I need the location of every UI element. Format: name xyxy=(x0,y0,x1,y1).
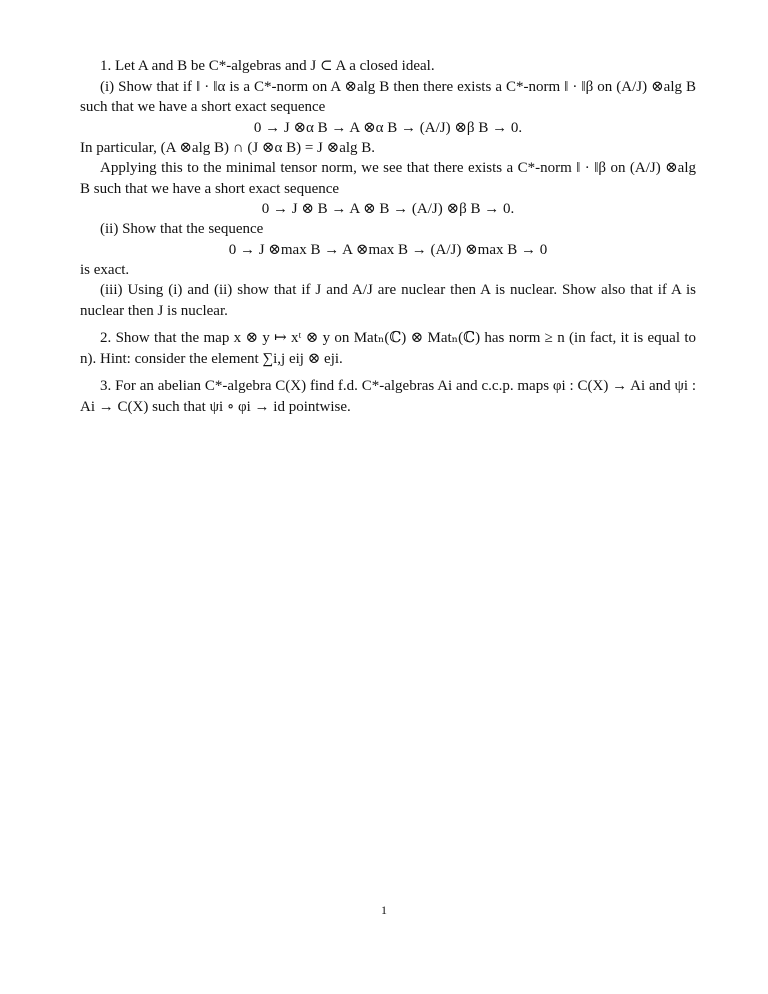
document-body xyxy=(80,56,696,417)
problem-1-part-iii: (iii) Using (i) and (ii) show that if J and A/J are nuclear then A is nuclear. Show also that if A is nuclear then J is nuclear. xyxy=(80,282,696,319)
problem-1-in-particular: In particular, (A ⊗alg B) ∩ (J ⊗α B) = J ⊗alg B. xyxy=(80,139,376,156)
problem-1-intro: 1. Let A and B be C*-algebras and J ⊂ A a closed ideal. xyxy=(100,58,435,74)
problem-1-part-ii: (ii) Show that the sequence xyxy=(100,221,264,237)
problem-1-applying: Applying this to the minimal tensor norm, we see that there exists a C*-norm ‖ · ‖β on (A/J) ⊗alg B such that we have a short exact sequence xyxy=(80,160,696,197)
problem-2: 2. Show that the map x ⊗ y ↦ xᵗ ⊗ y on Matₙ(ℂ) ⊗ Matₙ(ℂ) has norm ≥ n (in fact, it is equal to n). Hint: consider the element ∑i,j eij ⊗ eji. xyxy=(80,330,696,367)
exact-sequence-alpha: 0 → J ⊗α B → A ⊗α B → (A/J) ⊗β B → 0. xyxy=(253,119,523,136)
problem-1-part-i: (i) Show that if ‖ · ‖α is a C*-norm on A ⊗alg B then there exists a C*-norm ‖ · ‖β on (A/J) ⊗alg B such that we have a short exact sequence xyxy=(80,78,696,115)
exact-sequence-max: 0 → J ⊗max B → A ⊗max B → (A/J) ⊗max B → 0 xyxy=(228,241,548,258)
problem-3: 3. For an abelian C*-algebra C(X) find f.d. C*-algebras Ai and c.c.p. maps φi : C(X) → Ai and ψi : Ai → C(X) such that ψi ∘ φi → id pointwise. xyxy=(80,378,696,415)
exact-sequence-min: 0 → J ⊗ B → A ⊗ B → (A/J) ⊗β B → 0. xyxy=(261,201,515,217)
problem-1-is-exact: is exact. xyxy=(80,261,130,278)
page-number: 1 xyxy=(381,903,387,917)
